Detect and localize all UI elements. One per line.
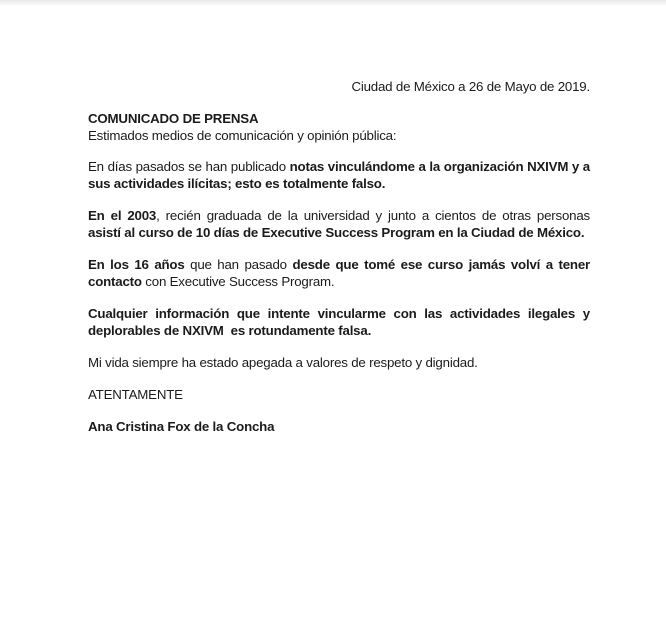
bold-text-run: asistí al curso de 10 días de Executive Success Program en la Ciudad de México.	[88, 225, 585, 240]
date-line: Ciudad de México a 26 de Mayo de 2019.	[351, 79, 590, 94]
document-title: COMUNICADO DE PRENSA	[88, 111, 259, 126]
bold-text-run: desde que tomé ese curso jamás volví a tener contacto	[88, 257, 594, 289]
signature-name: Ana Cristina Fox de la Concha	[88, 419, 275, 434]
bold-text-run: notas vinculándome a la organización NXIVM y a sus actividades ilícitas; esto es totalmente falso.	[88, 159, 594, 191]
paragraph	[88, 354, 590, 371]
text-run: En días pasados se han publicado	[88, 159, 290, 174]
paragraph	[88, 256, 594, 290]
paragraph	[88, 158, 594, 192]
paragraph	[88, 207, 594, 241]
body-paragraphs	[88, 158, 594, 371]
bold-text-run: Cualquier información que intente vincularme con las actividades ilegales y deplorables de NXIVM es rotundamente falsa.	[88, 306, 594, 338]
text-run: Mi vida siempre ha estado apegada a valores de respeto y dignidad.	[88, 355, 478, 370]
text-run: que han pasado	[184, 257, 293, 272]
bold-text-run: En el 2003	[88, 208, 157, 223]
text-run: con Executive Success Program.	[141, 274, 335, 289]
closing-line: ATENTAMENTE	[88, 387, 183, 402]
text-run: , recién graduada de la universidad y junto a cientos de otras personas	[156, 208, 594, 223]
top-edge-gradient	[0, 0, 666, 6]
bold-text-run: En los 16 años	[88, 257, 185, 272]
salutation-line: Estimados medios de comunicación y opinión pública:	[88, 128, 397, 143]
press-release-document	[88, 78, 594, 435]
paragraph	[88, 305, 594, 339]
